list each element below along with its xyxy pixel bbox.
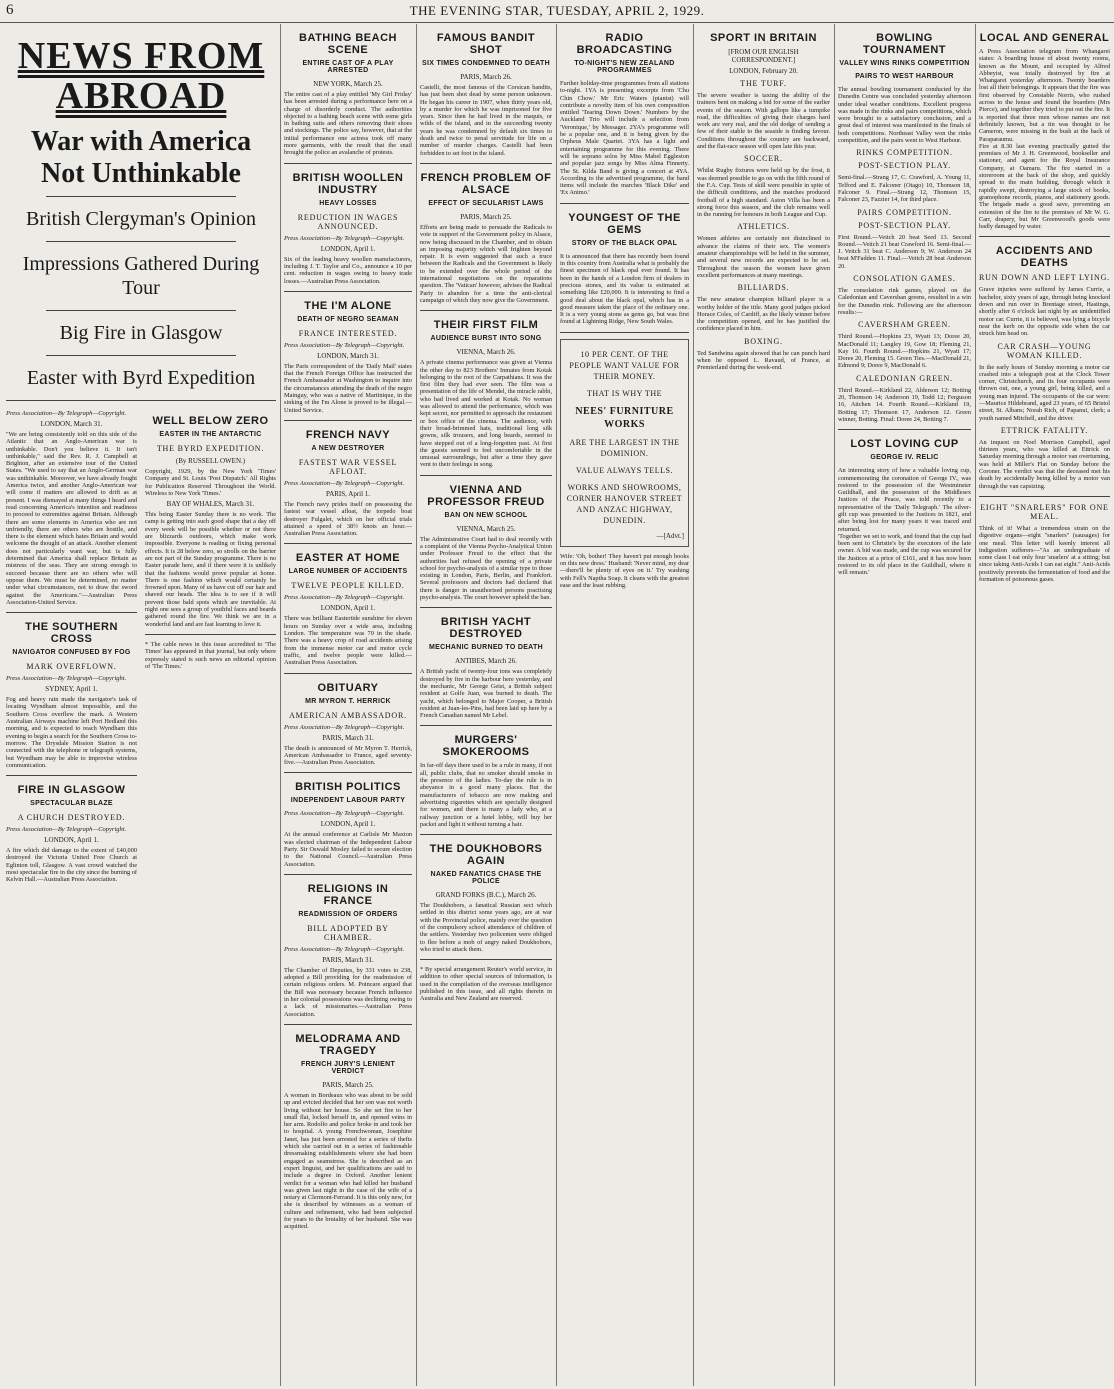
section-deck: RINKS COMPETITION. xyxy=(856,148,953,158)
article-body: An inquest on Noel Morrison Campbell, aged thirteen years, who was killed at Ettrick on Saturday morning through a motor van overturning, was held at Miller's Flat on Sunday before the Coroner. The verdict was that the deceased met his death by accidentally being killed by a motor van through the van capsizing. xyxy=(979,438,1110,490)
article-headline: LOCAL AND GENERAL xyxy=(979,32,1110,44)
article-headline: SPORT IN BRITAIN xyxy=(710,32,817,44)
section-deck: PAIRS COMPETITION. xyxy=(857,207,952,217)
dateline: SYDNEY, April 1. xyxy=(45,685,98,694)
article-body: 'Together we set to work, and found that the cup had been sent to Christie's by the executors of the late owner. A bid was made, and the cup was secured for the Justices at a price of £161, and it has now been restored to its old place in the Guildhall, where it will remain.' xyxy=(838,532,971,577)
column-1 xyxy=(6,24,276,1386)
article-body: Six of the leading heavy woollen manufacturers, including J. T. Taylor and Co., announce a 10 per cent. reduction in wages owing to heavy trade losses.—Australian Press Association. xyxy=(284,255,412,285)
dateline: PARIS, March 25. xyxy=(460,212,512,221)
article-subhead: INDEPENDENT LABOUR PARTY xyxy=(290,797,406,805)
article-headline: BRITISH WOOLLEN INDUSTRY xyxy=(292,171,404,196)
ad-line: THAT IS WHY THE xyxy=(587,388,662,398)
dateline: PARIS, March 25. xyxy=(322,1080,374,1089)
article-headline: THEIR FIRST FILM xyxy=(433,319,539,332)
subheadline: British Clergyman's Opinion xyxy=(26,208,256,230)
article-subhead: READMISSION OF ORDERS xyxy=(298,910,398,918)
masthead-title: THE EVENING STAR, TUESDAY, APRIL 2, 1929. xyxy=(409,3,705,18)
dateline: LONDON, March 31. xyxy=(317,351,379,360)
article-headline: LOST LOVING CUP xyxy=(850,438,959,451)
article-headline: OBITUARY xyxy=(317,681,379,694)
article-subhead: STORY OF THE BLACK OPAL xyxy=(571,239,678,247)
article-subhead: SIX TIMES CONDEMNED TO DEATH xyxy=(422,60,550,67)
credit: Press Association—By Telegraph—Copyright. xyxy=(284,723,405,731)
section-deck: CONSOLATION GAMES. xyxy=(853,274,956,284)
article-headline: BRITISH POLITICS xyxy=(295,781,401,794)
article-headline: BOWLING TOURNAMENT xyxy=(862,32,946,56)
column-2 xyxy=(284,24,412,1386)
article-subhead: EASTER IN THE ANTARCTIC xyxy=(159,431,262,438)
dateline: PARIS, March 31. xyxy=(322,733,374,742)
article-subhead: NAKED FANATICS CHASE THE POLICE xyxy=(430,871,542,886)
dateline: LONDON, April 1. xyxy=(320,604,376,613)
article-headline: EASTER AT HOME xyxy=(295,552,401,565)
ad-line: ARE THE LARGEST IN THE DOMINION. xyxy=(569,437,680,458)
footnote: * By special arrangement Reuter's world service, in addition to other special sources of information, is used in the compilation of the overseas intelligence published in this issue, and all rights therein in Australia and New Zealand are reserved. xyxy=(420,966,552,1003)
dateline: PARIS, March 31. xyxy=(322,955,374,964)
dateline: BAY OF WHALES, March 31. xyxy=(166,500,255,509)
ad-address: WORKS AND SHOWROOMS, CORNER HANOVER STREET AND ANZAC HIGHWAY, DUNEDIN. xyxy=(566,482,683,525)
article-body: This being Easter Sunday there is no work. The camp is getting into such good shape that a day off every week will be possible whether or not there are blizzards outdoors, which make work impossible. Everyone is reading or fixing personal effects. It is 28 below zero, so strolls on the barrier are not part of the Sunday programme. There is no Easter parade here, and if there were it is unlikely that the fashions would prove popular at home. There is one fashion which would certainly be frowned upon. Many of us have cut off our hair and shaved our heads. The idea is to see if it will prevent those bald spots which are inevitable. At night one sees a group of youthful faces and beards gathered round the fire. We think we are in a wonderful land and are fast learning to love it. xyxy=(145,511,276,628)
article-subhead: VALLEY WINS RINKS COMPETITION xyxy=(839,60,970,67)
article-headline: MELODRAMA AND TRAGEDY xyxy=(295,1032,401,1057)
credit: Press Association—By Telegraph—Copyright. xyxy=(284,810,405,818)
credit: Press Association—By Telegraph—Copyright. xyxy=(6,826,127,834)
article-body: Whilst Rugby fixtures were held up by the frost, it was deemed possible to go on with the fifth round of the F.A. Cup. Tests of skill were possible in spite of the difficult conditions, and the matches produced football of a high standard. Aston Villa has been a strong force this season, and the club remains well in the running for honours in both League and Cup. xyxy=(697,167,830,219)
results: Semi-final.—Strang 17, C. Crawford, A. Young 11, Telford and E. Falconer (Otago) 10, Thomson 18, Falconer 9. Final.—Strang 12, Thomson 15, Falconer 23, Fazzier 14, for third place. xyxy=(838,174,971,204)
article-headline: YOUNGEST OF THE GEMS xyxy=(568,211,681,236)
section-deck: POST-SECTION PLAY. xyxy=(858,220,951,230)
subcolumn-right xyxy=(145,407,276,884)
column-rule xyxy=(556,24,557,1386)
dateline: LONDON, April 1. xyxy=(320,244,376,253)
article-body: A private cinema performance was given at Vienna the other day to 823 Brothers' Inmates from Kotak belonging to the root of the Carpathians. It was the first film they had ever seen. The film was a presentation of the life of Mendel, the miracle rabbi, who had lived and worked at Kotak. No woman was allowed to attend the performance, which was kept secret, nor permitted to approach the restaurant or box office of the cinema. The audience, with their broad-brimmed hats, traditional long silk gowns, silk trousers, and long beards, seemed to have stepped out of a long-forgotten past. At first the guests seemed to feel uncomfortable in the unusual surroundings, but after a time they gave vent to their feelings in song. xyxy=(420,359,552,469)
dateline: LONDON, April 1. xyxy=(320,820,376,829)
article-subhead: EFFECT OF SECULARIST LAWS xyxy=(428,199,544,207)
byline: (By RUSSELL OWEN.) xyxy=(175,457,246,465)
column-7 xyxy=(979,24,1110,1386)
article-deck: BILL ADOPTED BY CHAMBER. xyxy=(307,923,389,942)
section-deck: RUN DOWN AND LEFT LYING. xyxy=(979,273,1110,283)
article-deck: FRANCE INTERESTED. xyxy=(298,328,398,338)
article-body: The Chamber of Deputies, by 331 votes to 238, adopted a Bill providing for the readmission of certain religious orders. M. Poincare argued that the Bill was necessary because French influence in her colonial possessions was declining owing to a lack of missionaries.—Australian Press Association. xyxy=(284,966,412,1018)
dateline: LONDON, February 20. xyxy=(729,67,798,75)
article-deck: REDUCTION IN WAGES ANNOUNCED. xyxy=(297,212,399,231)
article-body: Castelli, the most famous of the Corsican bandits, has just been shot dead by some person unknown. He began his career in 1907, when thirty years old, by a murder for which he was imprisoned for five years. Since then he had lived in the maquis, or wilds of the island, and in the succeeding twenty years he was condemned by default six times to death and twice to penal servitude for life on a number of murder charges. Castelli had been forbidden to set foot in the island. xyxy=(420,84,552,157)
article-headline: THE SOUTHERN CROSS xyxy=(25,621,118,646)
article-subhead: AUDIENCE BURST INTO SONG xyxy=(430,335,542,343)
column-6 xyxy=(838,24,971,1386)
article-body: The Paris correspondent of the 'Daily Mail' states that the French Foreign Office has instructed the French Ambassador at Washington to inquire into the circumstances attending the death of the negro Mainguy, who was a native of Martinique, in the sinking of the I'm Alone is proved to be illegal.—United Service. xyxy=(284,362,412,414)
section-deck: CAR CRASH—YOUNG WOMAN KILLED. xyxy=(997,341,1092,360)
section-deck: CALEDONIAN GREEN. xyxy=(856,373,953,383)
section-headline: NEWS FROM ABROAD xyxy=(17,35,265,117)
article-body: The entire cast of a play entitled 'My Girl Friday' has been arrested during a performance here on a charge of disorderly conduct. The authorities objected to a bathing beach scene with some girls in bathing suits and others removing their shoes and stockings. The police say, however, that at the initial performance one actress took off many more garments, with the result that the snail brought the police an avalanche of protests. xyxy=(284,91,412,157)
credit: Press Association—By Telegraph—Copyright. xyxy=(284,479,405,487)
article-subhead: BAN ON NEW SCHOOL xyxy=(444,511,528,519)
article-body: An interesting story of how a valuable loving cup, commemorating the coronation of George IV., was restored to the possession of the Westminster Guildhall, and the possession of the Middlesex Justices of the Peace, was told recently to a representative of the 'Daily Telegraph.' The silver-gilt cup was presented to the Justices in 1821, and after being lost for many years it was traced and returned. xyxy=(838,467,971,533)
dateline: VIENNA, March 26. xyxy=(456,348,516,357)
article-headline: RADIO BROADCASTING xyxy=(576,32,673,56)
article-body: In the early hours of Sunday morning a motor car crashed into a telegraph post at the Clock Tower corner, Christchurch, and its four occupants were thrown out, one, a young girl, being killed, and a young man injured. The occupants of the car were:—Maurice Hildebrand, aged 23 years, of 65 Bristol street, St. Albans; Norah Rich, of Papanui, clerk; a youth named Mitchell, and the driver. xyxy=(979,363,1110,422)
dateline: PARIS, April 1. xyxy=(325,489,371,498)
dateline: VIENNA, March 25. xyxy=(456,524,516,533)
article-body: The severe weather is taxing the ability of the trainers bent on making a bid for some of the earlier events of the season. With gallops like a turnpike road, the difficulties of giving their charges hard work are very real, and the old dodge of sending a few of their stable to the seaside is finding favour. Conditions throughout the country are backward, and the flat-race season will open late this year. xyxy=(697,92,830,151)
ad-line: 10 PER CENT. OF THE PEOPLE WANT VALUE FOR THEIR MONEY. xyxy=(569,349,680,381)
credit: Press Association—By Telegraph—Copyright. xyxy=(284,234,405,242)
article-headline: BRITISH YACHT DESTROYED xyxy=(440,616,532,641)
section-deck: CAVERSHAM GREEN. xyxy=(858,320,951,330)
article-headline: BATHING BEACH SCENE xyxy=(299,32,397,56)
article-body: The new amateur champion billiard player is a worthy holder of the title. Many good judges picked Horace Coles, of Cardiff, as the likely winner before the competition opened, and he has justified the confidence placed in him. xyxy=(697,296,830,333)
article-subhead: TO-NIGHT'S NEW ZEALAND PROGRAMMES xyxy=(574,60,675,74)
article-subhead: FRENCH JURY'S LENIENT VERDICT xyxy=(300,1060,396,1075)
footnote: * The cable news in this issue accredited to 'The Times' has appeared in that journal, but only where expressly stated is such news an editorial opinion of 'The Times.' xyxy=(145,640,276,670)
credit: Press Association—By Telegraph—Copyright. xyxy=(6,675,127,683)
column-rule xyxy=(416,24,417,1386)
article-body: Wife: 'Oh, bother! They haven't put enough books on this new dress.' Husband: 'Never mind, my dear—there'll be plenty of eyes on it.' Try washing with Fell's Naptha Soap. It cleans with the greatest ease and the least rubbing. xyxy=(560,552,689,589)
column-rule xyxy=(693,24,694,1386)
masthead xyxy=(0,0,1114,23)
article-subhead: LARGE NUMBER OF ACCIDENTS xyxy=(288,568,408,576)
article-subhead: PAIRS TO WEST HARBOUR xyxy=(855,73,954,80)
article-headline: THE I'M ALONE xyxy=(304,299,392,312)
article-body: At the annual conference at Carlisle Mr Maxton was elected chairman of the Independent Labour Party. Sir Oswald Mosley failed to secure election to the National Council.—Australian Press Association. xyxy=(284,831,412,868)
article-subhead: NAVIGATOR CONFUSED BY FOG xyxy=(12,649,131,657)
column-5 xyxy=(697,24,830,1386)
article-deck: AMERICAN AMBASSADOR. xyxy=(289,710,407,720)
subheadline: Easter with Byrd Expedition xyxy=(26,367,256,389)
article-headline: VIENNA AND PROFESSOR FREUD xyxy=(427,483,545,508)
dateline: LONDON, March 31. xyxy=(40,420,103,428)
section-deck: ETTRICK FATALITY. xyxy=(1000,425,1089,435)
column-rule xyxy=(280,24,281,1386)
page-number: 6 xyxy=(6,2,14,18)
article-subhead: MR MYRON T. HERRICK xyxy=(305,697,391,705)
section-deck: BOXING. xyxy=(744,336,783,346)
article-body: A fire which did damage to the extent of £40,000 destroyed the Victoria United Free Church at Eglinton toll, Glasgow. A vast crowd watched the most spectacular fire in the city since the burning of Kelvin Hall.—Australian Press Association. xyxy=(6,847,137,884)
section-deck: SOCCER. xyxy=(744,154,783,164)
column-rule xyxy=(975,24,976,1386)
results: Third Round.—Kirkland 22, Alderson 12; Botting 20, Thomson 14; Anderson 19, Todd 12; Ferguson 16, Aitchen 14. Fourth Round.—Kirkland 19, Botting 17; Thomson 17, Anderson 12. Green winner, Botting. Final: Doree 24, Botting 7. xyxy=(838,386,971,423)
article-body: The French navy prides itself on possessing the fastest war vessel afloat, the torpedo boat destroyer Fulgalet, which on her official trials attained a speed of 38½ knots an hour.—Australian Press Association. xyxy=(284,500,412,538)
article-subhead: A NEW DESTROYER xyxy=(311,444,385,452)
article-body: A British yacht of twenty-four tons was completely destroyed by fire in the harbour here yesterday, and the mechanic, Mr George Geist, a British subject resident at Golfe Juan, was burned to death. The yacht, which belonged to Major Cooper, a British resident at Juan-les-Pins, had been laid up here by a French Canadian named Mr Lebel. xyxy=(420,668,552,720)
column-3 xyxy=(420,24,552,1386)
article-body: There was brilliant Eastertide sunshine for eleven hours on Sunday over a wide area, including London. The temperature was 70 in the shade. There was a heavy crop of road accidents arising from the immense motor car and motor cycle traffic, and twelve people were killed.—Australian Press Association. xyxy=(284,615,412,667)
column-rule xyxy=(834,24,835,1386)
article-body: In far-off days there used to be a rule in many, if not all, public clubs, that no smoker should smoke in the presence of the ladies. To-day the rule is in abeyance in a good many places. But the manufacturers of tobacco are now making and advertising cigarettes which are specially designed for women, and there is many a lady who, at a railway junction or a hotel lobby, will buy her packet and light it without turning a hair. xyxy=(420,762,552,828)
ad-brand: NEES' FURNITURE WORKS xyxy=(575,405,674,430)
subheadline: Big Fire in Glasgow xyxy=(59,322,223,344)
article-body: Women athletes are certainly not disinclined to advance the claims of their sex. The women's amateur championships will be held in the summer, and several new records are expected to be set. Throughout the season the women have given excellent performances at many meetings. xyxy=(697,235,830,279)
article-body: A Press Association telegram from Whangarei states: A boarding house of about twenty rooms, known as the Mount, and occupied by Alfred Abbeyist, was totally destroyed by fire at Whangarei yesterday afternoon. Twenty boarders lost all their belongings. It appears that the fire was first observed by Constable Norris, who rushed across to the house and found the boarders (Mrs Pierce), and together they tried to put out the fire. It is reported that three men whose names are not definitely known, but a tin was thought to be Cameron, were missing in the bush at the back of Paraparaumu. xyxy=(979,48,1110,143)
dateline: ANTIBES, March 26. xyxy=(455,657,517,666)
section-deck: ATHLETICS. xyxy=(737,222,790,232)
article-body: The annual bowling tournament conducted by the Dunedin Centre was concluded yesterday afternoon under ideal weather conditions. Excellent progress was made in the rinks and pairs competitions, which were brought to a satisfactory conclusion, and a great deal of interest was manifested in the finals of both competitions. Northeast Valley won the rinks competition, and the pairs went to West Harbour. xyxy=(838,86,971,145)
column-4 xyxy=(560,24,689,1386)
section-deck: BILLIARDS. xyxy=(737,283,790,293)
dateline: PARIS, March 26. xyxy=(460,73,512,81)
copyright-note: Copyright, 1929, by the New York 'Times' Company and St. Louis 'Post Dispatch.' All Rights for Publication Reserved Throughout the World. Wireless to New York 'Times.' xyxy=(145,468,276,497)
article-subhead: HEAVY LOSSES xyxy=(319,199,377,207)
article-headline: THE DOUKHOBORS AGAIN xyxy=(429,843,543,868)
subcolumn-left xyxy=(6,407,137,884)
article-body: It is announced that there has recently been found in this country from Australia what is probably the finest specimen of black opal ever found. It has been in the hands of a London firm of dealers in precious stones, and its value is estimated at something like £20,000. It is interesting to find a good deal about the black opal, which has in a good measure taken the place of the ordinary one. It is a very young stone as gems go, but was first found at Lightning Ridge, New South Wales. xyxy=(560,252,689,326)
lead-headline: War with America Not Unthinkable xyxy=(30,126,252,189)
article-deck: MARK OVERFLOWN. xyxy=(26,662,117,672)
article-subhead: ENTIRE CAST OF A PLAY ARRESTED xyxy=(302,60,394,74)
credit: Press Association—By Telegraph—Copyright. xyxy=(284,945,405,953)
results: Third Round.—Hopkins 23, Wyatt 13; Doree 20, MacDonald 11; Langley 19, Gow 18; Fleming 21, Kay 16. Fourth Round.—Hopkins 21, Wyatt 17; Doree 20, Fleming 15. Green Ties.—MacDonald 21, Edmond 9; Doree 9, MacDonald 6. xyxy=(838,333,971,370)
article-body: The death is announced of Mr Myron T. Herrick, American Ambassador to France, aged seventy-five.—Australian Press Association. xyxy=(284,744,412,767)
dateline: LONDON, April 1. xyxy=(44,836,99,845)
article-body: Further holiday-time programmes from all stations to-night. 1YA is presenting excerpts from 'Chu Chin Chow.' Mr Eric Waters (pianist) will contribute a novelty item of his own composition entitled 'Tearing Down Down.' Numbers by the Auckland Trio will include a selection from 'Veronique,' by Messager. 2YA's programme will be a popular one, and it is being given by the Orpheus Male Quartet. 3YA has a light and entertaining programme for this evening. There will be soprano solos by Miss Mabel Eggleston and popular jazz songs by Miss Alma Finnerty. The St. Kilda Band is giving a concert at 4YA. According to the advertised programme, the band items will include the marches 'Black Dike' and 'Ex Animo.' xyxy=(560,80,689,197)
credit: Press Association—By Telegraph—Copyright. xyxy=(284,594,405,602)
article-deck: FASTEST WAR VESSEL AFLOAT. xyxy=(298,457,398,476)
dateline: GRAND FORKS (B.C.), March 26. xyxy=(435,891,537,900)
article-subhead: MECHANIC BURNED TO DEATH xyxy=(429,644,543,652)
section-deck: POST-SECTION PLAY. xyxy=(858,161,951,171)
advertisement-body: Think of it! What a tremendous strain on the digestive organs—eight "snarlers" (sausages) for one meal. This letter will keenly interest all indigestion sufferers—"As an undergraduate of some class I eat only four 'snarlers' at a sitting; but since taking Anti-Acids I can eat eight." Anti-Acids positively prevents the fermentation of food and the formation of poisonous gases. xyxy=(979,524,1110,584)
article-body: The consolation rink games, played on the Caledonian and Cavershan greens, resulted in a win for the Dunedin rink. Following are the afternoon results:— xyxy=(838,287,971,316)
article-body: Fire at 8.30 last evening practically gutted the premises of Mr J. H. Greenwood, bookseller and stationer, and agent for the Royal Insurance Company, at Oamaru. The fire started in a storeroom at the back of the shop, and quickly spread to the main building, through which it rapidly swept, destroying a large stock of books, gramophone records, pianos, and stationery goods. The brigade made a good save, preventing an extension of the fire to the premises of Mr W. G. Carr, drapery, but Mr Greenwood's goods were badly damaged by water. xyxy=(979,142,1110,231)
section-deck: THE TURF. xyxy=(740,79,787,88)
article-headline: FRENCH NAVY xyxy=(305,428,391,441)
article-body: "We are being consistently told on this side of the Atlantic that an Anglo-American war is unthinkable. Don't you believe it. It isn't unthinkable," said the Rev. R. J. Campbell at Brighton, after an extensive tour of the United States. "We used to say that an Anglo-German war was unthinkable. Moreover, we have already fought America twice, and another Anglo-American war will come if matters are allowed to drift as at present. I was dismayed at many things I heard and read concerning America's intention and readiness to proceed to extremities against Britain. Although there are some elements in America who are not unfriendly, there are others who are hostile, and there is the element which hates Britain and would welcome the thought of an attack. Another element does not particularly want war, but is fully determined that America shall replace Britain as mistress of the seas. They are strong enough to succeed because there are no others who will oppose them. We must be determined, no matter under what circumstances, not to draw the sword against the Americans."—Australian Press Association-United Service. xyxy=(6,431,137,606)
advertisement xyxy=(560,339,689,547)
article-body: A woman in Bordeaux who was about to be sold up and evicted decided that her son was not worth living without her house. So she set fire to her small flat, locked herself in, and opened veins in her arm. Rodolfo and police broke in and took her to hospital. A young Frenchwoman, Josephine Janet, has just been arrested for a series of thefts which she carried out in a series of fashionable dressmaking establishments where she had been engaged as seamstress. She is described as an expert linguist, and her qualifications are said to include a degree in Oxford. Another lenient verdict for a woman who had killed her husband was given last night in the case of the wife of a notary at Clermont-Ferrand. It is this only new, for she is described by witnesses as a woman of culture and refinement, who had been subjected for years to the brutality of her husband. She was acquitted. xyxy=(284,1091,412,1231)
dateline: NEW YORK, March 25. xyxy=(313,80,383,88)
article-headline: ACCIDENTS AND DEATHS xyxy=(995,245,1094,270)
article-deck: TWELVE PEOPLE KILLED. xyxy=(291,581,405,591)
article-subhead: GEORGE IV. RELIC xyxy=(870,454,939,462)
subheadline: Impressions Gathered During Tour xyxy=(22,253,260,299)
article-headline: RELIGIONS IN FRANCE xyxy=(307,882,389,907)
article-subhead: SPECTACULAR BLAZE xyxy=(30,800,113,808)
article-headline: FRENCH PROBLEM OF ALSACE xyxy=(420,171,552,196)
results: First Round.—Veitch 20 beat Seed 13. Second Round.—Veitch 21 beat Crawford 16. Semi-final.—J. Veitch 31 beat C. Anderson 9; W. Anderson 24 beat M'Fadden 11. Final.—Veitch 28 beat Anderson 20. xyxy=(838,233,971,270)
article-deck: THE BYRD EXPEDITION. xyxy=(156,444,265,453)
article-headline: FIRE IN GLASGOW xyxy=(17,784,126,797)
article-headline: MURGERS' SMOKEROOMS xyxy=(442,734,530,759)
ad-tag: —[Advt.] xyxy=(656,531,684,540)
credit: Press Association—By Telegraph—Copyright. xyxy=(284,341,405,349)
advertisement-headline: EIGHT "SNARLERS" FOR ONE MEAL. xyxy=(980,502,1109,521)
ad-line: VALUE ALWAYS TELLS. xyxy=(576,465,673,475)
credit: Press Association—By Telegraph—Copyright. xyxy=(6,410,127,417)
article-body: Fog and heavy rain made the navigator's task of locating Wyndham almost impossible, and the Southern Cross overflew the mark. A Western Australian Airways machine left Port Hedland this morning, and is expected to reach Wyndham this evening to begin a search for the Southern Cross to-morrow. The Drysdale Mission Station is not connected with the telephone or telegraph systems, but Wyndham may be able to improvise wireless communication. xyxy=(6,696,137,769)
article-body: The Administrative Court had to deal recently with a complaint of the Vienna Psycho-Analytical Union under Professor Freud to the effect that the authorities had refused the opening of a private school for psycho-analysis of a similar type to those existing in London, Paris, Berlin, and Frankfort. Several professors and doctors had declared that there is danger in unauthorised persons practising psycho-analysis. The court however upheld the ban. xyxy=(420,535,552,602)
article-headline: WELL BELOW ZERO xyxy=(152,415,269,427)
article-subhead: DEATH OF NEGRO SEAMAN xyxy=(297,315,399,323)
correspondent-line: [FROM OUR ENGLISH CORRESPONDENT.] xyxy=(728,48,799,64)
article-body: The Doukhobors, a fanatical Russian sect which settled in this district some years ago, are at war with the Provincial police, mainly over the question of the compulsory school attendance of children of the settlers. Yesterday two policemen were obliged to flee before a mob of angry naked Doukhobors, who tried to attack them. xyxy=(420,902,552,953)
article-deck: A CHURCH DESTROYED. xyxy=(17,813,126,823)
article-body: Grave injuries were suffered by James Currie, a bachelor, sixty years of age, through being knocked down and run over in Brentage street, Hastings, shortly after 6 o'clock last night by an unidentified motor car. Currie, it is believed, was lying a bicycle near the kerb on the opposite side when the car struck him head on. xyxy=(979,286,1110,338)
article-body: Ted Sandwina again showed that he can punch hard when he opposed L. Ravaud, of France, at Premierland during the week-end. xyxy=(697,349,830,372)
article-body: Efforts are being made to persuade the Radicals to vote in support of the Government policy in Alsace, now being discussed in the Chamber, and to obtain an imposing majority which will frighten beyond repair. It is even suggested that such a truce between the Radicals and the Government is likely to be extended over the whole period of the international negotiations on the reparations question. The 'Vatican' however, advises the Radical Party to abandon for a time the anti-clerical campaign of which they now give the Government. xyxy=(420,223,552,304)
article-headline: FAMOUS BANDIT SHOT xyxy=(436,32,536,56)
